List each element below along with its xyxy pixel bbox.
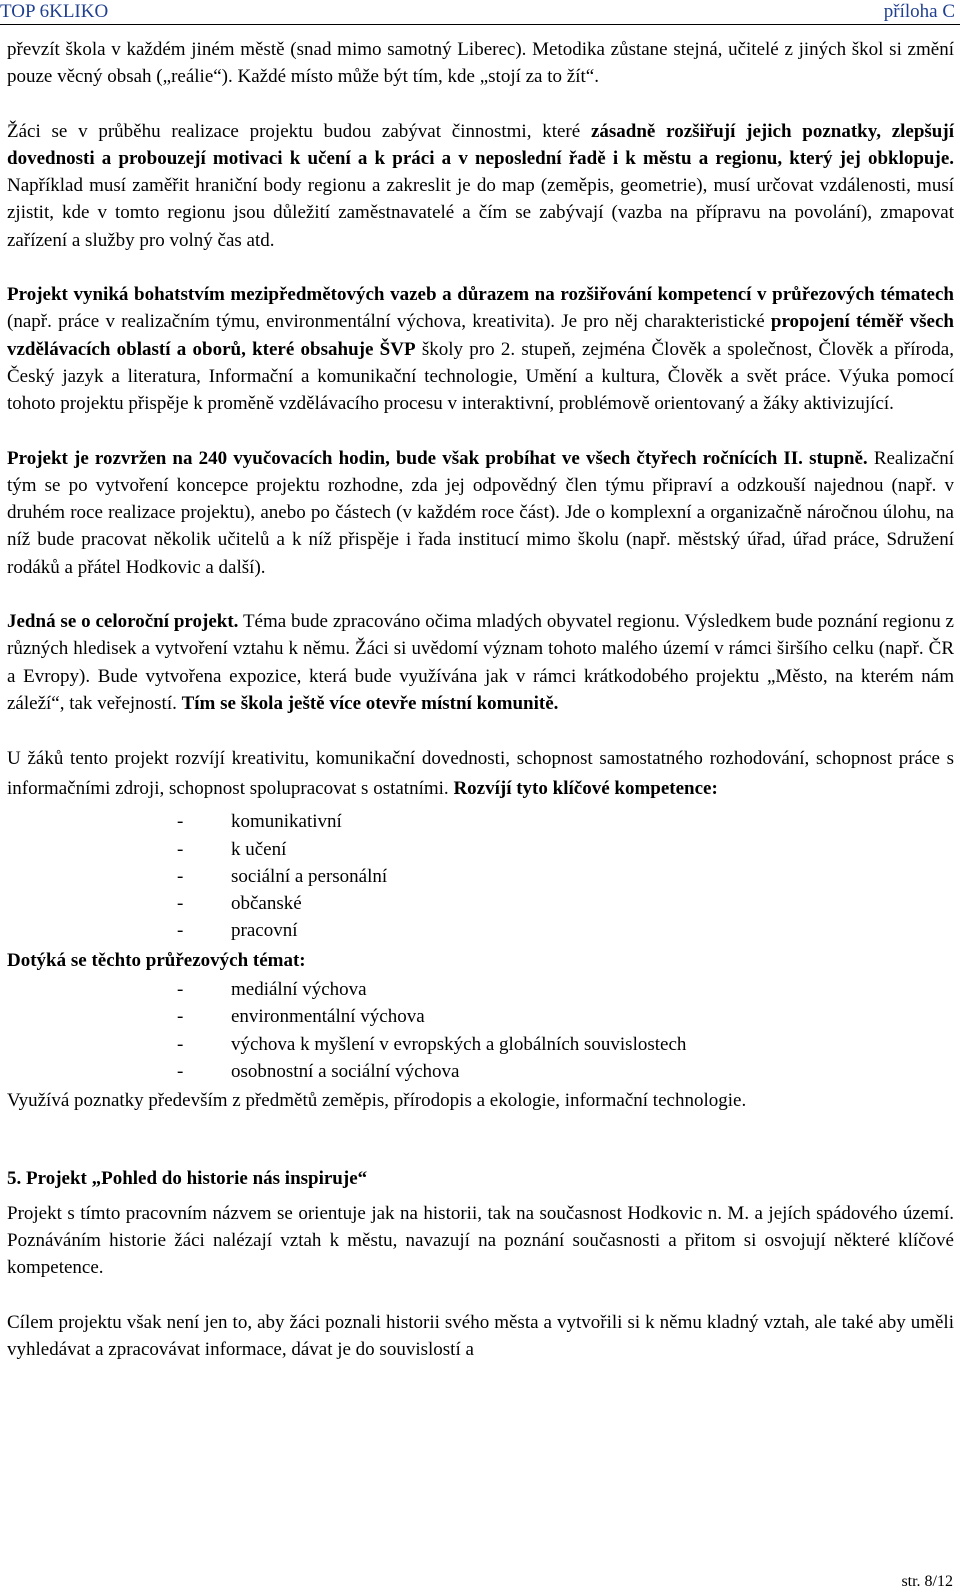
header-right-title: příloha C (883, 1, 955, 22)
dash-marker: - (177, 893, 184, 915)
list-item-text: mediální výchova (231, 979, 367, 1001)
bold-run: Projekt vyniká bohatstvím mezipředmětových vazeb a důrazem na rozšiřování kompetencí v průřezových tématech (7, 284, 954, 306)
paragraph-year-long (7, 608, 954, 717)
list-item-text: pracovní (231, 920, 298, 942)
topics-list (7, 976, 954, 1085)
dash-marker: - (177, 838, 184, 860)
list-item-text: občanské (231, 893, 302, 915)
text-run: Žáci se v průběhu realizace projektu budou zabývat činnostmi, které (7, 120, 591, 142)
bold-run: zásadně rozšiřují jejich poznatky, zlepšují dovednosti a probouzejí motivaci k učení a k práci a v neposlední řadě i k městu a regionu, který jej obklopuje. (7, 120, 954, 169)
list-item (7, 808, 954, 835)
text-run: Například musí zaměřit hraniční body regionu a zakreslit je do map (zeměpis, geometrie), musí určovat vzdálenosti, musí zjistit, kde v tomto regionu jsou důležití zaměstnavatelé a čím se zabývají (vazba na přípravu na povolání), zmapovat zařízení a služby pro volný čas atd. (7, 175, 954, 251)
list-item-text: komunikativní (231, 811, 342, 833)
list-item-text: environmentální výchova (231, 1006, 425, 1028)
topics-heading: Dotýká se těchto průřezových témat: (7, 949, 306, 971)
text-run: Téma bude zpracováno očima mladých obyvatel regionu. Výsledkem bude poznání regionu z různých hledisek a vytvoření vztahu k němu. Žáci si uvědomí význam tohoto malého území v rámci širšího celku (např. ČR a Evropy). Bude vytvořena expozice, která bude využívána jak v rámci krátkodobého projektu „Město, na kterém nám záleží“, tak veřejností. (7, 611, 954, 714)
dash-marker: - (177, 920, 184, 942)
list-item (7, 863, 954, 890)
paragraph-skills (7, 744, 954, 804)
text-run: Realizační tým se po vytvoření koncepce projektu rozhodne, zda jej odpovědný člen týmu připraví a odzkouší najednou (např. v druhém roce realizace projektu), anebo po částech (v každém roce část). Jde o komplexní a organizačně náročnou úlohu, na níž bude pracovat několik učitelů a k níž přispěje i řada institucí mimo školu (např. městský úřad, úřad práce, Sdružení rodáků a přátel Hodkovic a další). (7, 447, 954, 578)
text-run: (např. práce v realizačním týmu, environmentální výchova, kreativita). Je pro něj charakteristické (7, 311, 771, 333)
subjects-line: Využívá poznatky především z předmětů zeměpis, přírodopis a ekologie, informační technologie. (7, 1090, 747, 1112)
list-item (7, 836, 954, 863)
text-run: U žáků tento projekt rozvíjí kreativitu, komunikační dovednosti, schopnost samostatného rozhodování, schopnost práce s informačními zdroji, schopnost spolupracovat s ostatními. (7, 748, 954, 800)
text-run: školy pro 2. stupeň, zejména Člověk a společnost, Člověk a příroda, Český jazyk a literatura, Informační a komunikační technologie, Umění a kultura, Člověk a svět práce. Výuka pomocí tohoto projektu přispěje k proměně vzdělávacího procesu v interaktivní, problémově orientovaný a žáky aktivizující. (7, 338, 954, 415)
competences-list (7, 808, 954, 944)
bold-run: Projekt je rozvržen na 240 vyučovacích hodin, bude však probíhat ve všech čtyřech ročnících II. stupně. (7, 447, 868, 469)
list-item-text: k učení (231, 838, 287, 860)
list-item-text: osobnostní a sociální výchova (231, 1060, 460, 1082)
dash-marker: - (177, 1006, 184, 1028)
list-item (7, 890, 954, 917)
page-header (0, 0, 960, 25)
document-body (7, 36, 954, 1363)
list-item-text: výchova k myšlení v evropských a globálních souvislostech (231, 1033, 687, 1055)
dash-marker: - (177, 811, 184, 833)
bold-run: Tím se škola ještě více otevře místní komunitě. (181, 692, 559, 714)
list-item (7, 1058, 954, 1085)
dash-marker: - (177, 979, 184, 1001)
bold-run: Rozvíjí tyto klíčové kompetence: (453, 778, 718, 800)
section-5-paragraph-2: Cílem projektu však není jen to, aby žáci poznali historii svého města a vytvořili si k němu kladný vztah, ale také aby uměli vyhledávat a zpracovávat informace, dávat je do souvislostí a (7, 1311, 954, 1360)
paragraph-intro: převzít škola v každém jiném městě (snad mimo samotný Liberec). Metodika zůstane stejná, učitelé z jiných škol si změní pouze věcný obsah („reálie“). Každé místo může být tím, kde „stojí za to žít“. (7, 39, 954, 88)
page-number: str. 8/12 (901, 1573, 953, 1590)
list-item (7, 976, 954, 1003)
list-item (7, 917, 954, 944)
list-item (7, 1003, 954, 1030)
paragraph-activities (7, 118, 954, 254)
dash-marker: - (177, 865, 184, 887)
paragraph-schedule (7, 445, 954, 581)
list-item-text: sociální a personální (231, 865, 388, 887)
paragraph-cross-curricular (7, 281, 954, 417)
bold-run: propojení téměř všech vzdělávacích oblastí a oborů, které obsahuje ŠVP (7, 311, 954, 360)
dash-marker: - (177, 1033, 184, 1055)
list-item (7, 1031, 954, 1058)
section-5-heading: 5. Projekt „Pohled do historie nás inspiruje“ (7, 1167, 368, 1189)
bold-run: Jedná se o celoroční projekt. (7, 611, 239, 633)
header-left-title: TOP 6KLIKO (0, 1, 109, 22)
section-5-paragraph-1: Projekt s tímto pracovním názvem se orientuje jak na historii, tak na současnost Hodkovic n. M. a jejích spádového území. Poznáváním historie žáci nalézají vztah k městu, navazují na poznání současnosti a přitom si osvojují některé klíčové kompetence. (7, 1202, 954, 1279)
dash-marker: - (177, 1060, 184, 1082)
